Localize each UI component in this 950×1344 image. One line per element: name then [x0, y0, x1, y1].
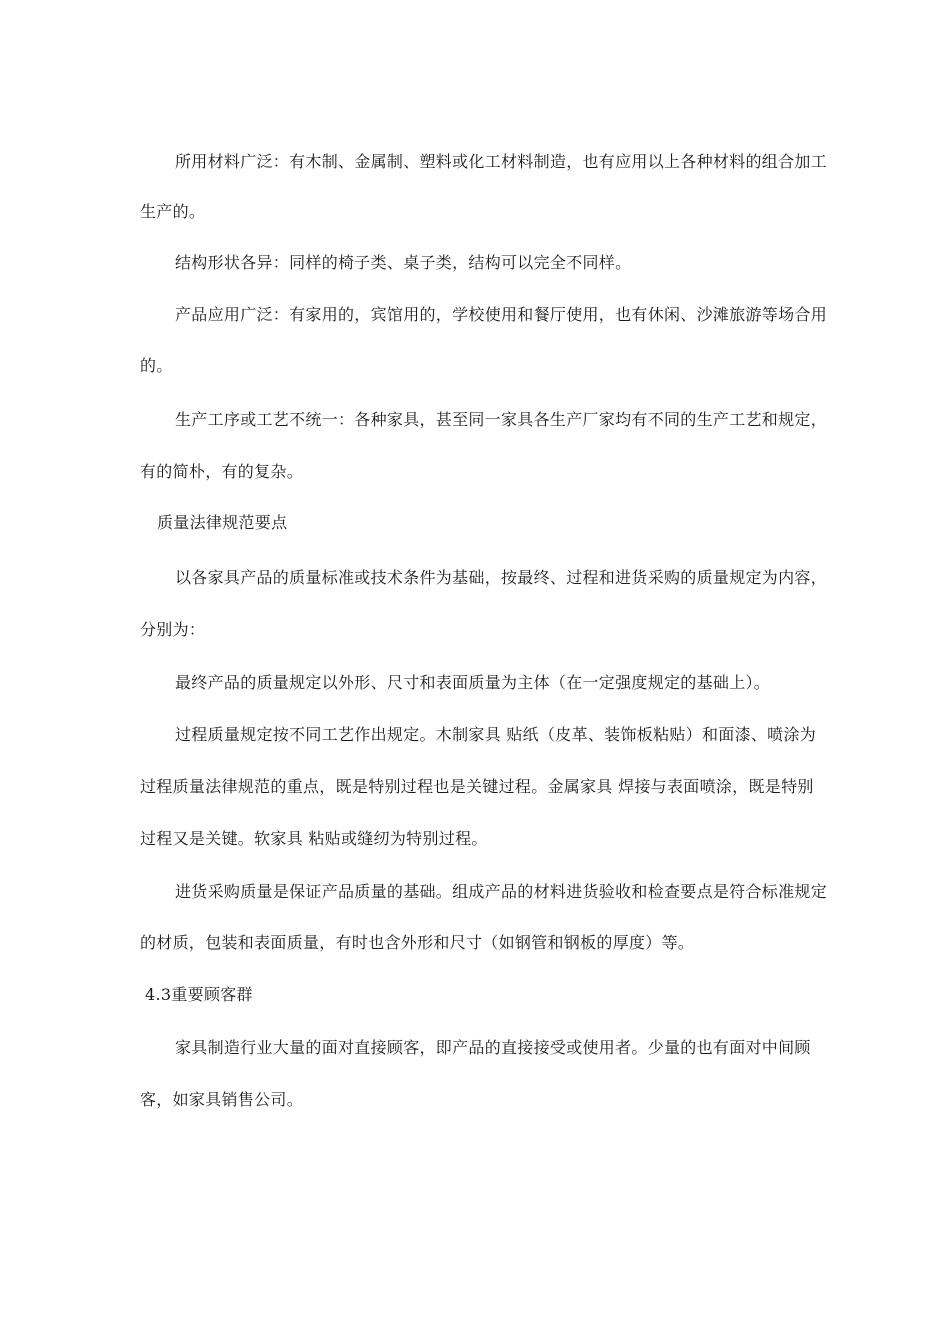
text-line: 分别为：: [140, 620, 206, 639]
text-line: 过程又是关键。软家具 粘贴或缝纫为特别过程。: [140, 829, 488, 848]
text-line: 的材质，包装和表面质量，有时也含外形和尺寸（如钢管和钢板的厚度）等。: [140, 933, 695, 952]
text-line: 以各家具产品的质量标准或技术条件为基础，按最终、过程和进货采购的质量规定为内容，: [175, 568, 828, 587]
text-line: 进货采购质量是保证产品质量的基础。组成产品的材料进货验收和检查要点是符合标准规定: [175, 882, 828, 901]
text-line: 所用材料广泛：有木制、金属制、塑料或化工材料制造，也有应用以上各种材料的组合加工: [175, 152, 828, 171]
text-line: 生产工序或工艺不统一：各种家具，甚至同一家具各生产厂家均有不同的生产工艺和规定，: [175, 410, 828, 429]
text-line: 产品应用广泛：有家用的，宾馆用的，学校使用和餐厅使用，也有休闲、沙滩旅游等场合用: [175, 305, 828, 324]
text-line: 最终产品的质量规定以外形、尺寸和表面质量为主体（在一定强度规定的基础上）。: [175, 673, 771, 692]
text-line: 结构形状各异：同样的椅子类、桌子类，结构可以完全不同样。: [175, 253, 632, 272]
text-line: 客，如家具销售公司。: [140, 1090, 304, 1109]
text-line: 家具制造行业大量的面对直接顾客，即产品的直接接受或使用者。少量的也有面对中间顾: [175, 1038, 811, 1057]
text-line: 过程质量规定按不同工艺作出规定。木制家具 贴纸（皮革、装饰板粘贴）和面漆、喷涂为: [175, 725, 817, 744]
section-heading: 4.3重要顾客群: [145, 985, 253, 1004]
text-line: 过程质量法律规范的重点，既是特别过程也是关键过程。金属家具 焊接与表面喷涂，既是特别: [140, 777, 814, 796]
text-line: 生产的。: [140, 202, 206, 221]
section-heading: 质量法律规范要点: [157, 513, 288, 532]
text-line: 的。: [140, 356, 173, 375]
text-line: 有的简朴，有的复杂。: [140, 462, 304, 481]
